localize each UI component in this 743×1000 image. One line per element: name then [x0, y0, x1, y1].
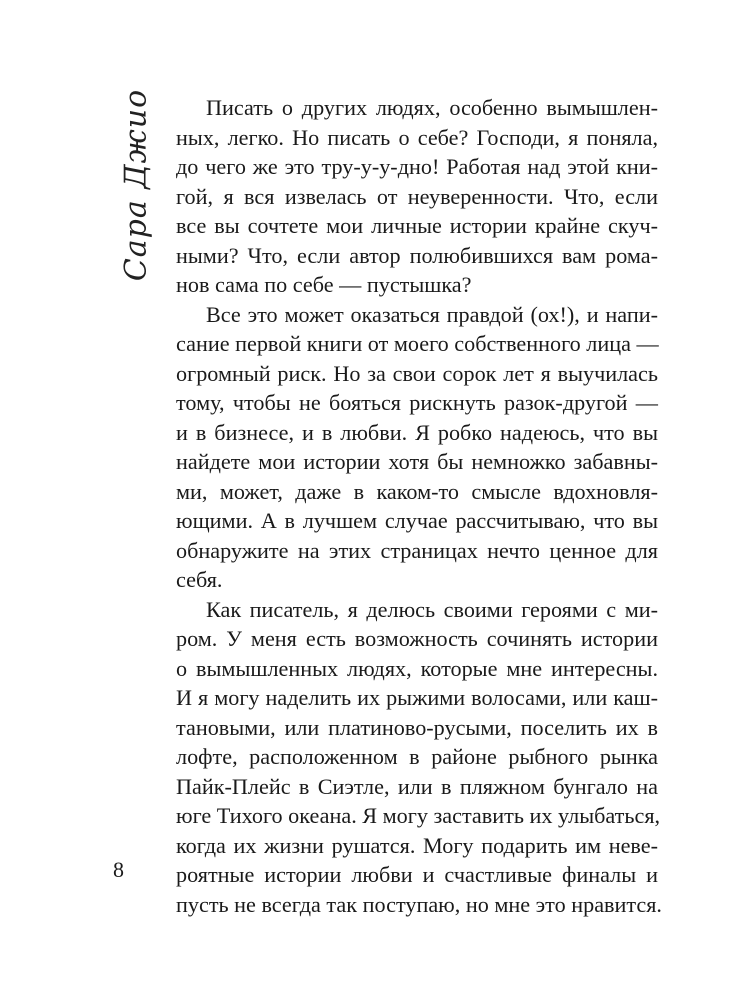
text-line: сание первой книги от моего собственного лица — — [176, 331, 659, 356]
text-line: Пайк-Плейс в Сиэтле, или в пляжном бунгало на — [176, 773, 658, 799]
text-line: тому, чтобы не бояться рискнуть разок-другой — — [176, 390, 658, 415]
text-line: все вы сочтете мои личные истории крайне скуч- — [176, 213, 658, 238]
text-line: Все это может оказаться правдой (ох!), и напи- — [206, 301, 658, 327]
running-head-author — [113, 88, 159, 282]
text-line: ющими. А в лучшем случае рассчитываю, что вы — [176, 508, 658, 533]
page-number: 8 — [113, 857, 124, 882]
text-line: нов сама по себе — пустышка? — [176, 272, 472, 297]
text-line: ными? Что, если автор полюбившихся вам рома- — [176, 242, 658, 268]
paragraph-3 — [176, 595, 662, 920]
text-line: роятные истории любви и счастливые финалы и — [176, 862, 658, 887]
paragraph-2 — [176, 300, 658, 595]
text-line: ром. У меня есть возможность сочинять истории — [176, 626, 658, 651]
text-line: огромный риск. Но за свои сорок лет я выучилась — [176, 360, 658, 386]
text-line: себя. — [176, 567, 223, 592]
text-line: обнаружите на этих страницах нечто ценное для — [176, 537, 658, 563]
paragraph-1 — [176, 93, 658, 300]
running-head-text: Сара Джио — [118, 88, 154, 282]
text-line: гой, я вся извелась от неуверенности. Что, если — [176, 183, 658, 209]
text-line: тановыми, или платиново-русыми, поселить их в — [176, 714, 658, 740]
text-line: Писать о других людях, особенно вымышлен- — [206, 95, 658, 120]
text-line: ми, может, даже в каком-то смысле вдохновля- — [176, 478, 658, 504]
text-line: когда их жизни рушатся. Могу подарить им неве- — [176, 832, 658, 858]
text-line: ных, легко. Но писать о себе? Господи, я поняла, — [176, 124, 658, 150]
text-line: пусть не всегда так поступаю, но мне это нравится. — [176, 891, 662, 917]
text-line: юге Тихого океана. Я могу заставить их улыбаться, — [176, 803, 661, 828]
text-line: о вымышленных людях, которые мне интересны. — [176, 655, 658, 681]
text-line: и в бизнесе, и в любви. Я робко надеюсь, что вы — [176, 419, 658, 445]
text-line: до чего же это тру-у-у-дно! Работая над этой кни- — [176, 154, 658, 179]
text-line: лофте, расположенном в районе рыбного рынка — [176, 744, 658, 769]
text-line: найдете мои истории хотя бы немножко забавны- — [176, 449, 658, 474]
body-text — [176, 93, 662, 919]
text-line: Как писатель, я делюсь своими героями с ми- — [206, 596, 658, 622]
text-line: И я могу наделить их рыжими волосами, или каш- — [176, 685, 658, 710]
